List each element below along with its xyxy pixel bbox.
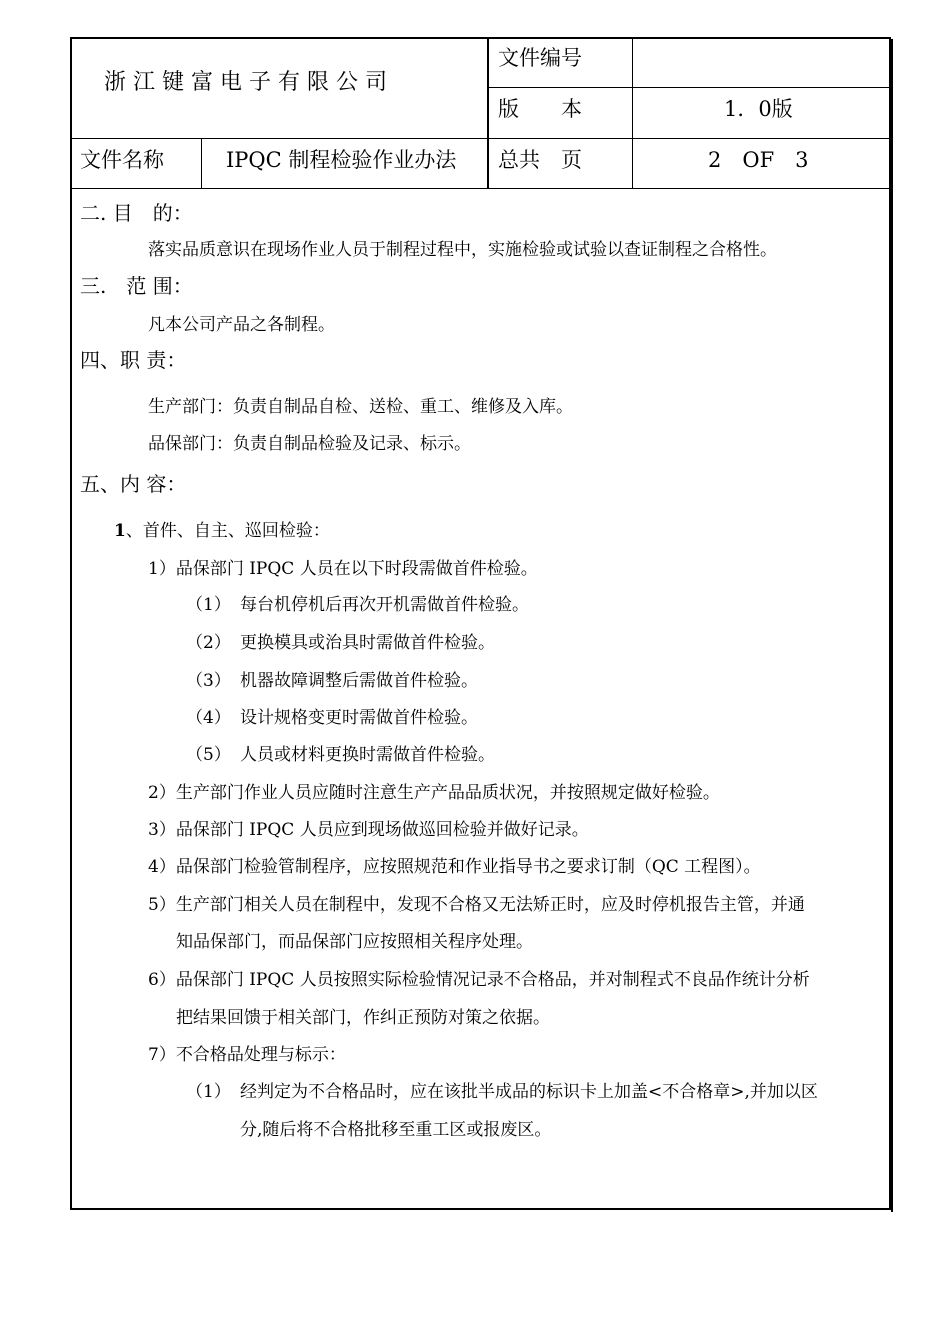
- content-item-1: [114, 523, 330, 540]
- sub-item-5-number: （5）: [186, 745, 231, 765]
- content-heading: 五、内 容：: [80, 472, 187, 496]
- header-line-3: [72, 188, 891, 189]
- paragraph-4: 4）品保部门检验管制程序，应按照规范和作业指导书之要求订制（QC 工程图）。: [148, 857, 761, 877]
- sub-item-1-text: 每台机停机后再次开机需做首件检验。: [240, 595, 529, 615]
- document-frame: [70, 37, 891, 1210]
- sub-item-3-text: 机器故障调整后需做首件检验。: [240, 671, 478, 691]
- paragraph-3: 3）品保部门 IPQC 人员应到现场做巡回检验并做好记录。: [148, 820, 589, 840]
- duty-heading: 四、职 责：: [80, 348, 187, 372]
- p7-sub-1-line-2: 分,随后将不合格批移至重工区或报废区。: [240, 1120, 552, 1140]
- item-1-number: 1: [114, 521, 126, 541]
- sub-item-1-number: （1）: [186, 595, 231, 615]
- paragraph-1: 1）品保部门 IPQC 人员在以下时段需做首件检验。: [148, 559, 538, 579]
- paragraph-5-line-2: 知品保部门，而品保部门应按照相关程序处理。: [176, 932, 533, 952]
- sub-item-5-text: 人员或材料更换时需做首件检验。: [240, 745, 495, 765]
- header-vline-left: [201, 138, 202, 189]
- header-vline-right: [632, 39, 633, 189]
- duty-line-qa: 品保部门：负责自制品检验及记录、标示。: [148, 434, 471, 454]
- doc-no-label: 文件编号: [498, 46, 582, 70]
- header-line-1: [488, 87, 891, 88]
- sub-item-4-text: 设计规格变更时需做首件检验。: [240, 708, 478, 728]
- version-label: 版 本: [498, 97, 582, 121]
- item-1-text: 、首件、自主、巡回检验：: [125, 521, 330, 541]
- sub-item-2-number: （2）: [186, 633, 231, 653]
- purpose-heading: 二. 目 的：: [80, 201, 193, 225]
- sub-item-3-number: （3）: [186, 671, 231, 691]
- pages-value: 2 OF 3: [708, 148, 809, 172]
- scope-text: 凡本公司产品之各制程。: [148, 315, 335, 335]
- frame-shadow-line: [891, 39, 893, 1212]
- paragraph-6-line-2: 把结果回馈于相关部门，作纠正预防对策之依据。: [176, 1008, 550, 1028]
- p7-sub-1-line-1: 经判定为不合格品时，应在该批半成品的标识卡上加盖<不合格章>,并加以区: [240, 1082, 818, 1102]
- header-vline-mid: [487, 39, 489, 189]
- purpose-text: 落实品质意识在现场作业人员于制程过程中，实施检验或试验以查证制程之合格性。: [148, 240, 777, 260]
- version-value: 1．0版: [724, 97, 793, 121]
- paragraph-7: 7）不合格品处理与标示：: [148, 1045, 346, 1065]
- company-name: 浙 江 键 富 电 子 有 限 公 司: [104, 70, 387, 95]
- header-line-2: [72, 138, 891, 139]
- sub-item-2-text: 更换模具或治具时需做首件检验。: [240, 633, 495, 653]
- duty-line-production: 生产部门：负责自制品自检、送检、重工、维修及入库。: [148, 397, 573, 417]
- sub-item-4-number: （4）: [186, 708, 231, 728]
- file-name-value: IPQC 制程检验作业办法: [226, 148, 457, 172]
- scope-heading: 三. 范 围：: [80, 274, 193, 298]
- paragraph-5-line-1: 5）生产部门相关人员在制程中，发现不合格又无法矫正时，应及时停机报告主管，并通: [148, 895, 805, 915]
- paragraph-2: 2）生产部门作业人员应随时注意生产产品品质状况，并按照规定做好检验。: [148, 783, 720, 803]
- p7-sub-1-number: （1）: [186, 1082, 231, 1102]
- pages-label: 总共 页: [498, 148, 582, 172]
- file-name-label: 文件名称: [80, 148, 164, 172]
- paragraph-6-line-1: 6）品保部门 IPQC 人员按照实际检验情况记录不合格品，并对制程式不良品作统计分析: [148, 970, 810, 990]
